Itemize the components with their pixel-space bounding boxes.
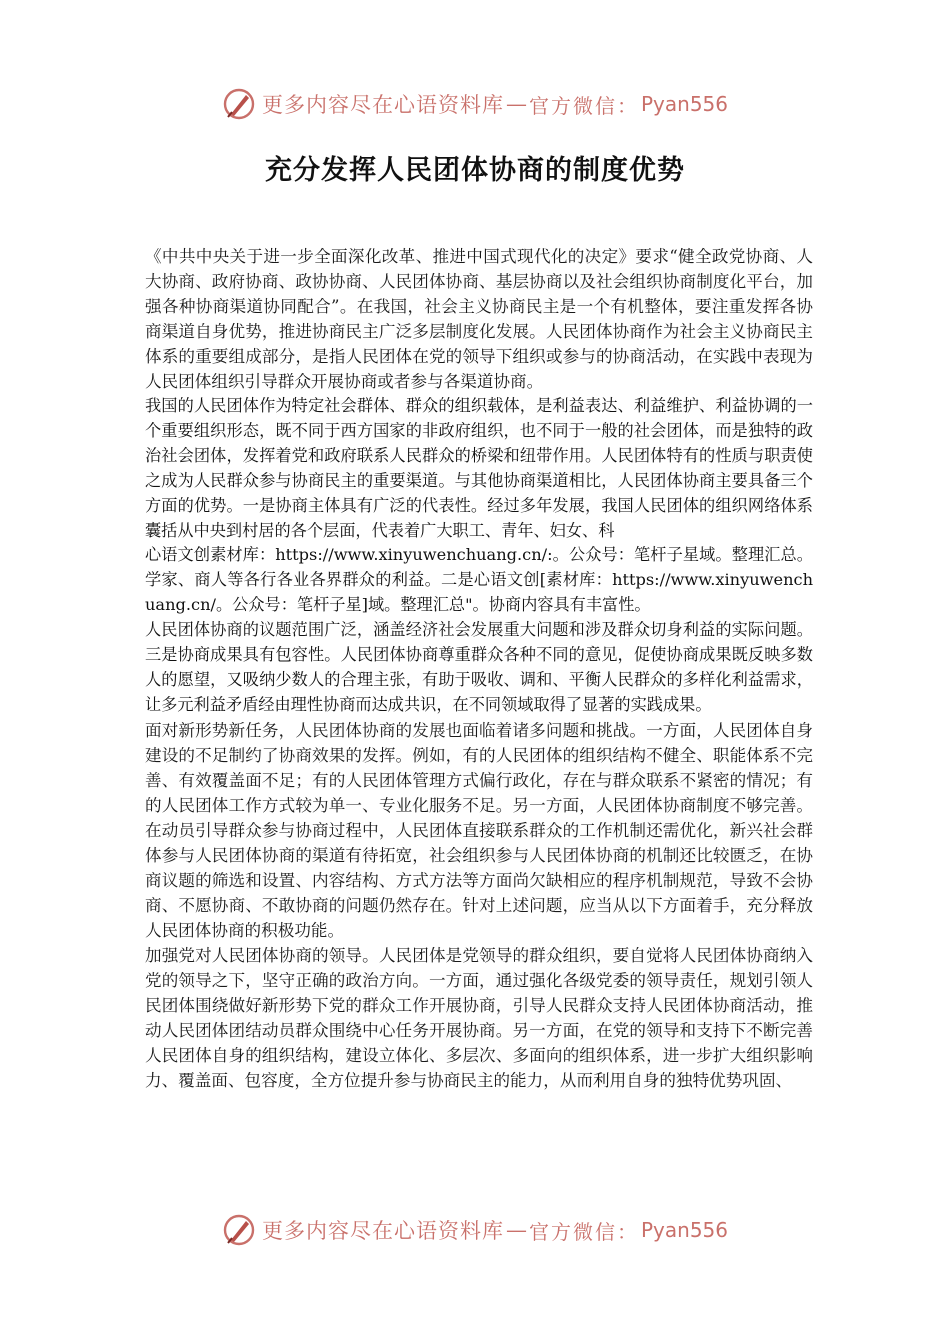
- top-watermark-banner: [0, 84, 950, 124]
- banner-text: 更多内容尽在心语资料库: [261, 1219, 504, 1243]
- article-body: [145, 244, 813, 1093]
- paragraph-advantages: [145, 394, 813, 718]
- bottom-watermark-banner: [0, 1210, 950, 1250]
- paragraph-intro: 《中共中央关于进一步全面深化改革、推进中国式现代化的决定》要求“健全政党协商、人大协商、政府协商、政协协商、人民团体协商、基层协商以及社会组织协商制度化平台，加强各种协商渠道协同配合”。在我国，社会主义协商民主是一个有机整体，要注重发挥各协商渠道自身优势，推进协商民主广泛多层制度化发展。人民团体协商作为社会主义协商民主体系的重要组成部分，是指人民团体在党的领导下组织或参与的协商活动，在实践中表现为人民团体组织引导群众开展协商或者参与各渠道协商。: [145, 247, 813, 391]
- banner-wechat-id: Pyan556: [640, 1218, 728, 1242]
- page-title: 充分发挥人民团体协商的制度优势: [265, 155, 685, 186]
- banner-official-label: 官方微信：: [528, 93, 639, 118]
- banner-text: 更多内容尽在心语资料库: [261, 93, 504, 117]
- paragraph-advantages-part3: 人民团体协商的议题范围广泛，涵盖经济社会发展重大问题和涉及群众切身利益的实际问题。三是协商成果具有包容性。人民团体协商尊重群众各种不同的意见，促使协商成果既反映多数人的愿望，又吸纳少数人的合理主张，有助于吸收、调和、平衡人民群众的多样化利益需求，让多元利益矛盾经由理性协商而达成共识，在不同领域取得了显著的实践成果。: [145, 620, 813, 714]
- paragraph-advantages-part2: 心语文创素材库：https://www.xinyuwenchuang.cn/:。公众号：笔杆子星域。整理汇总。学家、商人等各行各业各界群众的利益。二是心语文创[素材库：https://www.xinyuwenchuang.cn/。公众号：笔杆子星]域。整理汇总"。协商内容具有丰富性。: [145, 545, 813, 615]
- quill-pen-logo-icon: [222, 87, 256, 121]
- banner-official-label: 官方微信：: [528, 1219, 639, 1244]
- banner-wechat-id: Pyan556: [640, 92, 728, 116]
- banner-separator: —: [505, 1218, 527, 1242]
- paragraph-party-leadership: 加强党对人民团体协商的领导。人民团体是党领导的群众组织，要自觉将人民团体协商纳入党的领导之下，坚守正确的政治方向。一方面，通过强化各级党委的领导责任，规划引领人民团体围绕做好新形势下党的群众工作开展协商，引导人民群众支持人民团体协商活动，推动人民团体团结动员群众围绕中心任务开展协商。另一方面，在党的领导和支持下不断完善人民团体自身的组织结构，建设立体化、多层次、多面向的组织体系，进一步扩大组织影响力、覆盖面、包容度，全方位提升参与协商民主的能力，从而利用自身的独特优势巩固、: [145, 945, 813, 1090]
- quill-pen-logo-icon: [222, 1213, 256, 1247]
- banner-separator: —: [505, 92, 527, 116]
- paragraph-advantages-part1: 我国的人民团体作为特定社会群体、群众的组织载体，是利益表达、利益维护、利益协调的一个重要组织形态，既不同于西方国家的非政府组织，也不同于一般的社会团体，而是独特的政治社会团体，发挥着党和政府联系人民群众的桥梁和纽带作用。人民团体特有的性质与职责使之成为人民群众参与协商民主的重要渠道。与其他协商渠道相比，人民团体协商主要具备三个方面的优势。一是协商主体具有广泛的代表性。经过多年发展，我国人民团体的组织网络体系囊括从中央到村居的各个层面，代表着广大职工、青年、妇女、科: [145, 396, 813, 540]
- paragraph-challenges: 面对新形势新任务，人民团体协商的发展也面临着诸多问题和挑战。一方面，人民团体自身建设的不足制约了协商效果的发挥。例如，有的人民团体的组织结构不健全、职能体系不完善、有效覆盖面不足；有的人民团体管理方式偏行政化，存在与群众联系不紧密的情况；有的人民团体工作方式较为单一、专业化服务不足。另一方面，人民团体协商制度不够完善。在动员引导群众参与协商过程中，人民团体直接联系群众的工作机制还需优化，新兴社会群体参与人民团体协商的渠道有待拓宽，社会组织参与人民团体协商的机制还比较匮乏，在协商议题的筛选和设置、内容结构、方式方法等方面尚欠缺相应的程序机制规范，导致不会协商、不愿协商、不敢协商的问题仍然存在。针对上述问题，应当从以下方面着手，充分释放人民团体协商的积极功能。: [145, 720, 813, 940]
